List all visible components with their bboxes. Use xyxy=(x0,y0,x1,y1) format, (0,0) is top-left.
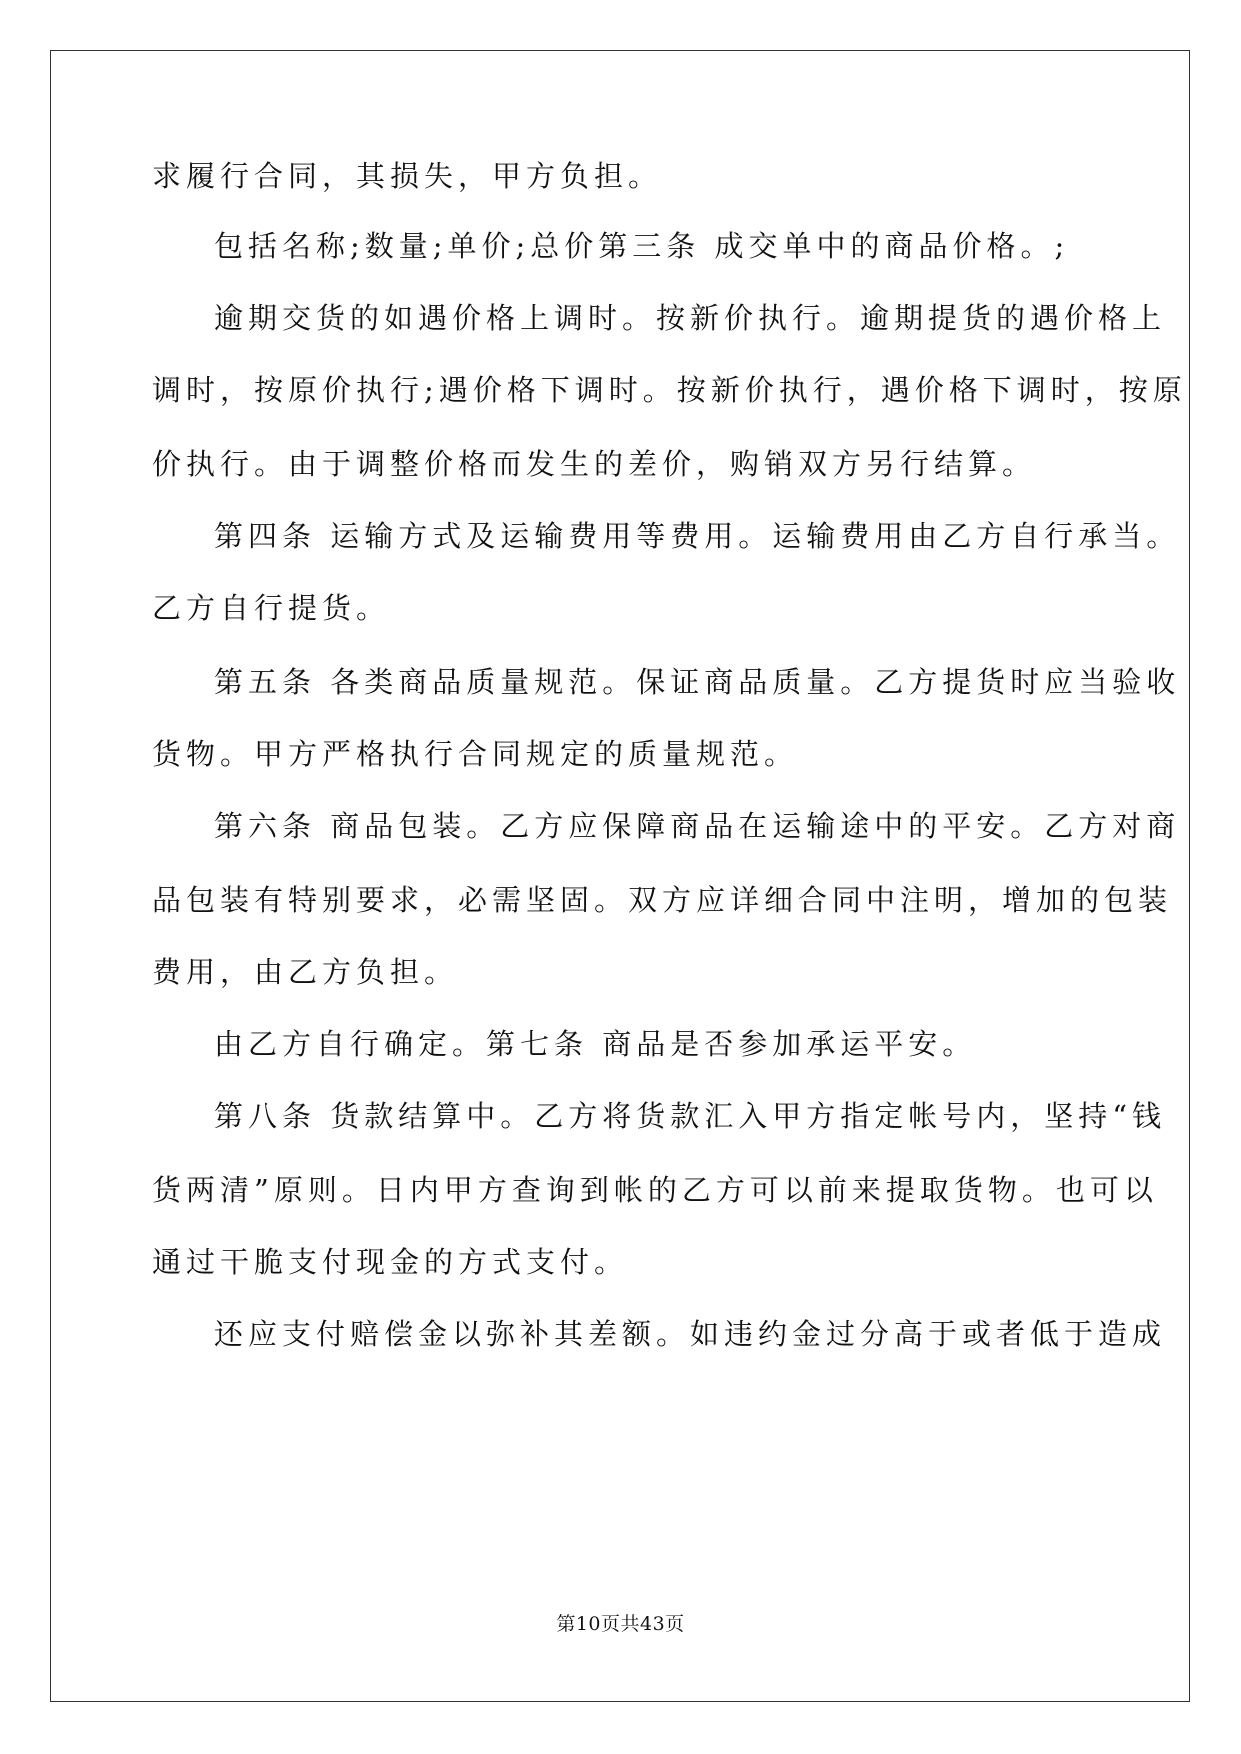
body-line-1: 求履行合同，其损失，甲方负担。 xyxy=(152,159,663,193)
body-line-15: 货两清”原则。日内甲方查询到帐的乙方可以前来提取货物。也可以 xyxy=(152,1173,1158,1207)
body-line-13: 由乙方自行确定。第七条 商品是否参加承运平安。 xyxy=(214,1027,977,1061)
body-line-17: 还应支付赔偿金以弥补其差额。如违约金过分高于或者低于造成 xyxy=(214,1317,1167,1351)
body-line-14: 第八条 货款结算中。乙方将货款汇入甲方指定帐号内，坚持“钱 xyxy=(214,1099,1167,1133)
body-line-16: 通过干脆支付现金的方式支付。 xyxy=(152,1245,629,1279)
body-line-11: 品包装有特别要求，必需坚固。双方应详细合同中注明，增加的包装 xyxy=(152,883,1173,917)
page-total: 共43页 xyxy=(620,1613,685,1635)
page-number: 第10页 xyxy=(556,1613,621,1635)
body-line-12: 费用，由乙方负担。 xyxy=(152,955,459,989)
page-footer xyxy=(0,1612,1241,1636)
body-line-3: 逾期交货的如遇价格上调时。按新价执行。逾期提货的遇价格上 xyxy=(214,301,1167,335)
body-line-9: 货物。甲方严格执行合同规定的质量规范。 xyxy=(152,737,799,771)
body-line-8: 第五条 各类商品质量规范。保证商品质量。乙方提货时应当验收 xyxy=(214,665,1181,699)
body-line-10: 第六条 商品包装。乙方应保障商品在运输途中的平安。乙方对商 xyxy=(214,809,1181,843)
body-line-2: 包括名称;数量;单价;总价第三条 成交单中的商品价格。; xyxy=(214,229,1070,263)
body-line-6: 第四条 运输方式及运输费用等费用。运输费用由乙方自行承当。 xyxy=(214,519,1181,553)
body-line-7: 乙方自行提货。 xyxy=(152,591,391,625)
body-line-4: 调时，按原价执行;遇价格下调时。按新价执行，遇价格下调时，按原 xyxy=(152,373,1187,407)
body-line-5: 价执行。由于调整价格而发生的差价，购销双方另行结算。 xyxy=(152,447,1037,481)
